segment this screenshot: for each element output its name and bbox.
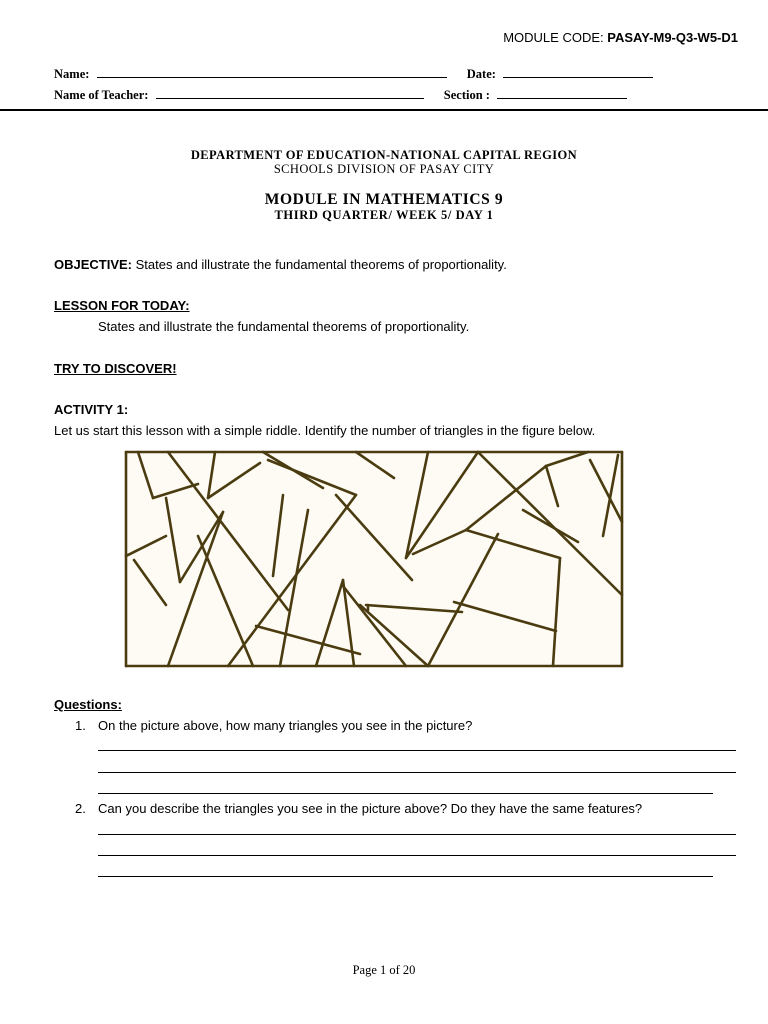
objective-label: OBJECTIVE: [54,257,133,272]
answer-line-1a[interactable] [98,750,736,751]
page-number: Page 1 of 20 [352,963,416,977]
lesson-label: LESSON FOR TODAY: [54,298,190,313]
header-row-2 [54,87,627,103]
name-field[interactable] [97,66,447,78]
answer-line-1c[interactable] [98,793,713,794]
figure-fill [126,452,622,666]
question-2-number: 2. [75,801,86,816]
date-field[interactable] [503,66,653,78]
name-label: Name: [54,67,90,81]
department-heading: DEPARTMENT OF EDUCATION-NATIONAL CAPITAL REGION [190,148,578,162]
question-2-text: Can you describe the triangles you see in the picture above? Do they have the same features? [98,801,643,816]
module-code [503,30,738,45]
module-title: MODULE IN MATHEMATICS 9 [264,191,504,208]
discover-label: TRY TO DISCOVER! [54,361,177,376]
header-row-1 [54,66,653,82]
section-field[interactable] [497,87,627,99]
answer-line-2c[interactable] [98,876,713,877]
answer-line-2b[interactable] [98,855,736,856]
header-divider [0,109,768,111]
module-subtitle: THIRD QUARTER/ WEEK 5/ DAY 1 [274,208,494,222]
division-heading: SCHOOLS DIVISION OF PASAY CITY [273,162,495,176]
teacher-field[interactable] [156,87,424,99]
module-code-label: MODULE CODE: [503,30,604,45]
module-code-value: PASAY-M9-Q3-W5-D1 [607,30,738,45]
objective [54,257,507,272]
triangle-figure [98,450,624,668]
section-label: Section : [443,88,490,102]
question-1-text: On the picture above, how many triangles you see in the picture? [98,718,473,733]
activity-label: ACTIVITY 1: [54,402,129,417]
answer-line-1b[interactable] [98,772,736,773]
lesson-text: States and illustrate the fundamental theorems of proportionality. [98,319,470,334]
question-1-number: 1. [75,718,86,733]
teacher-label: Name of Teacher: [54,88,149,102]
questions-label: Questions: [54,697,122,712]
activity-instruction: Let us start this lesson with a simple riddle. Identify the number of triangles in the figure below. [54,423,596,438]
date-label: Date: [466,67,496,81]
objective-text: States and illustrate the fundamental theorems of proportionality. [135,257,507,272]
answer-line-2a[interactable] [98,834,736,835]
